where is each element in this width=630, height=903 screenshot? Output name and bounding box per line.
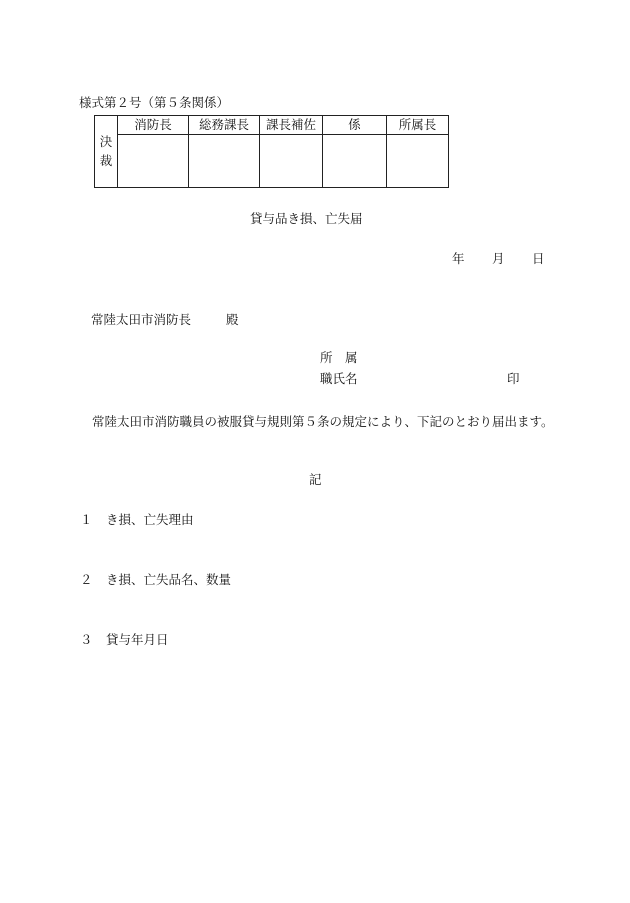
approval-header-general-affairs-chief: 総務課長 [189,116,260,135]
date-day: 日 [532,251,545,266]
approval-header-section-head: 所属長 [387,116,449,135]
body-text: 常陸太田市消防職員の被服貸与規則第５条の規定により、下記のとおり届出ます。 [92,414,554,429]
approval-stamp-box[interactable] [260,135,323,188]
approval-header-assistant-chief: 課長補佐 [260,116,323,135]
addressee-honorific: 殿 [226,312,239,327]
item-text-loan-date: 貸与年月日 [106,632,169,647]
affiliation-label: 所 属 [320,350,358,365]
name-label: 職氏名 [320,371,358,386]
body-paragraph [79,412,554,432]
document-title: 貸与品き損、亡失届 [250,211,363,226]
item-text-damage-reason: き損、亡失理由 [106,512,194,527]
approval-stamp-box[interactable] [323,135,387,188]
item-number: ３ [80,632,93,647]
approval-stamp-box[interactable] [189,135,260,188]
approval-label-char: 決 [99,134,113,149]
seal-mark: 印 [507,371,520,386]
approval-stamp-box[interactable] [118,135,189,188]
item-text-item-name-quantity: き損、亡失品名、数量 [106,572,232,587]
form-number: 様式第２号（第５条関係） [79,95,230,110]
approval-label-char: 裁 [99,152,113,168]
date-month: 月 [492,251,505,266]
approval-header-staff: 係 [323,116,387,135]
date-year: 年 [452,251,465,266]
approval-header-fire-chief: 消防長 [118,116,189,135]
item-number: １ [80,512,93,527]
approval-stamp-box[interactable] [387,135,449,188]
addressee-name: 常陸太田市消防長 [91,312,192,327]
approval-table [94,115,449,188]
approval-label [95,116,118,188]
ki-heading: 記 [309,472,322,487]
item-number: ２ [80,572,93,587]
